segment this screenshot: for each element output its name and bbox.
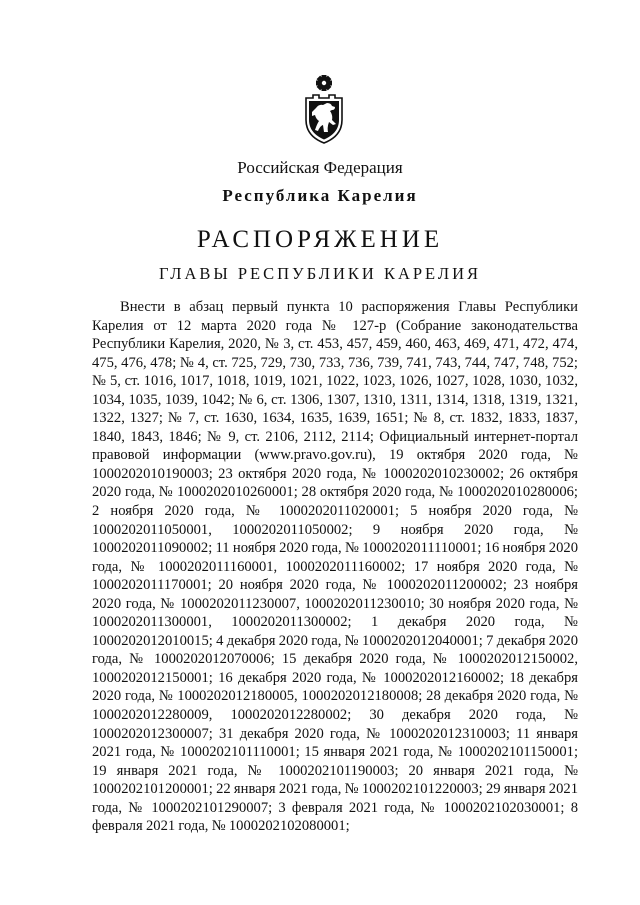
country-name: Российская Федерация [237,158,403,177]
republic-name: Республика Карелия [222,186,418,205]
document-author-subtitle: ГЛАВЫ РЕСПУБЛИКИ КАРЕЛИЯ [158,264,482,283]
document-type-title: РАСПОРЯЖЕНИЕ [196,226,444,253]
body-paragraph: Внести в абзац первый пункта 10 распоряжения Главы Республики Карелия от 12 марта 2020 года № 127-р (Собрание законодательства Республики Карелия, 2020, № 3, ст. 453, 457, 459, 460, 463, 469, 471, 472, 474, 475, 476, 478; № 4, ст. 725, 729, 730, 733, 736, 739, 741, 743, 744, 747, 748, 752; № 5, ст. 1016, 1017, 1018, 1019, 1021, 1022, 1023, 1026, 1027, 1028, 1030, 1032, 1034, 1035, 1039, 1042; № 6, ст. 1306, 1307, 1310, 1311, 1314, 1318, 1319, 1321, 1322, 1327; № 7, ст. 1630, 1634, 1635, 1639, 1651; № 8, ст. 1832, 1833, 1837, 1840, 1843, 1846; № 9, ст. 2106, 2112, 2114; Официальный интернет-портал правовой информации (www.pravo.gov.ru), 19 октября 2020 года, № 1000202010190003; 23 октября 2020 года, № 1000202010230002; 26 октября 2020 года, № 1000202010260001; 28 октября 2020 года, № 1000202010280006; 2 ноября 2020 года, № 1000202011020001; 5 ноября 2020 года, № 1000202011050001, 1000202011050002; 9 ноября 2020 года, № 1000202011090002; 11 ноября 2020 года, № 1000202011110001; 16 ноября 2020 года, № 1000202011160001, 1000202011160002; 17 ноября 2020 года, № 1000202011170001; 20 ноября 2020 года, № 1000202011200002; 23 ноября 2020 года, № 1000202011230007, 1000202011230010; 30 ноября 2020 года, № 1000202011300001, 1000202011300002; 1 декабря 2020 года, № 1000202012010015; 4 декабря 2020 года, № 1000202012040001; 7 декабря 2020 года, № 1000202012070006; 15 декабря 2020 года, № 1000202012150002, 1000202012150001; 16 декабря 2020 года, № 1000202012160002; 18 декабря 2020 года, № 1000202012180005, 1000202012180008; 28 декабря 2020 года, № 1000202012280009, 1000202012280002; 30 декабря 2020 года, № 1000202012300007; 31 декабря 2020 года, № 1000202012310003; 11 января 2021 года, № 1000202101110001; 15 января 2021 года, № 1000202101150001; 19 января 2021 года, № 1000202101190003; 20 января 2021 года, № 1000202101200001; 22 января 2021 года, № 1000202101220003; 29 января 2021 года, № 1000202101290007; 3 февраля 2021 года, № 1000202102030001; 8 февраля 2021 года, № 1000202102080001; [92,299,578,835]
coat-of-arms [302,74,346,144]
karelia-coat-of-arms-icon [302,74,346,144]
